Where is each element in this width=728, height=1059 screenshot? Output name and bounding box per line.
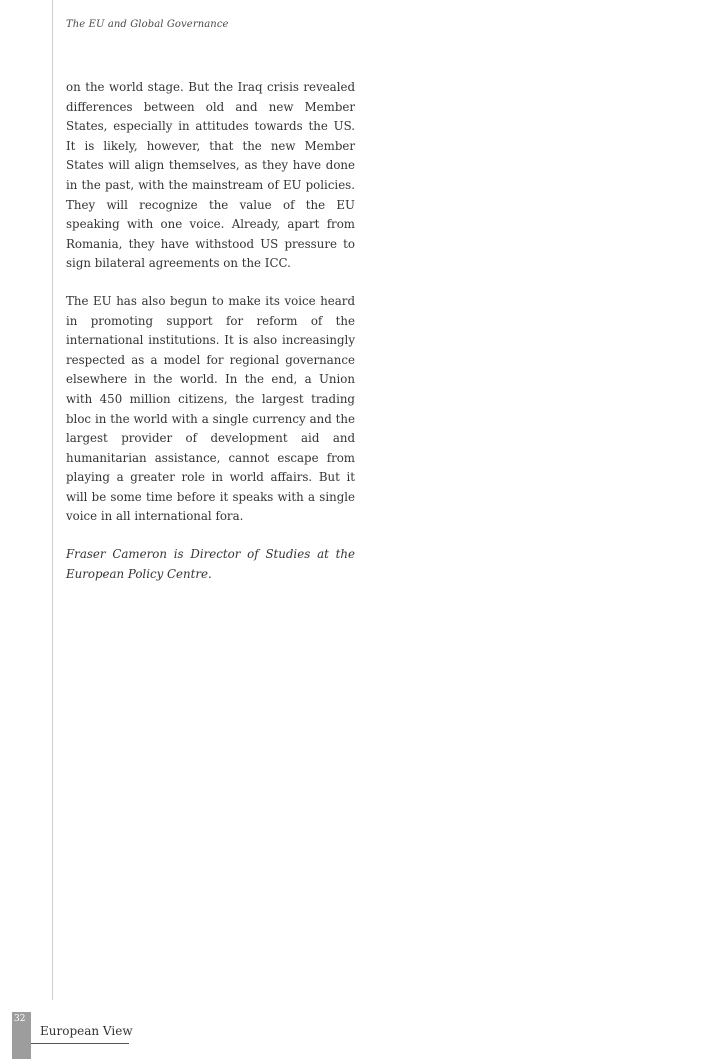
running-header: The EU and Global Governance: [66, 19, 229, 30]
publication-name: European View: [40, 1024, 133, 1038]
article-body: [66, 78, 355, 584]
footer-rule: [31, 1043, 129, 1044]
margin-rule: [52, 0, 53, 1000]
author-note: Fraser Cameron is Director of Studies at the European Policy Centre.: [66, 547, 355, 581]
body-paragraph-2: The EU has also begun to make its voice heard in promoting support for reform of the international institutions. It is also increasingly respected as a model for regional governance elsewhere in the world. In the end, a Union with 450 million citizens, the largest trading bloc in the world with a single currency and the largest provider of development aid and humanitarian assistance, cannot escape from playing a greater role in world affairs. But it will be some time before it speaks with a single voice in all international fora.: [66, 293, 355, 524]
page-number: 32: [14, 1014, 26, 1024]
body-paragraph-1: on the world stage. But the Iraq crisis revealed differences between old and new Member States, especially in attitudes towards the US. It is likely, however, that the new Member States will align themselves, as they have done in the past, with the mainstream of EU policies. They will recognize the value of the EU speaking with one voice. Already, apart from Romania, they have withstood US pressure to sign bilateral agreements on the ICC.: [66, 80, 355, 271]
